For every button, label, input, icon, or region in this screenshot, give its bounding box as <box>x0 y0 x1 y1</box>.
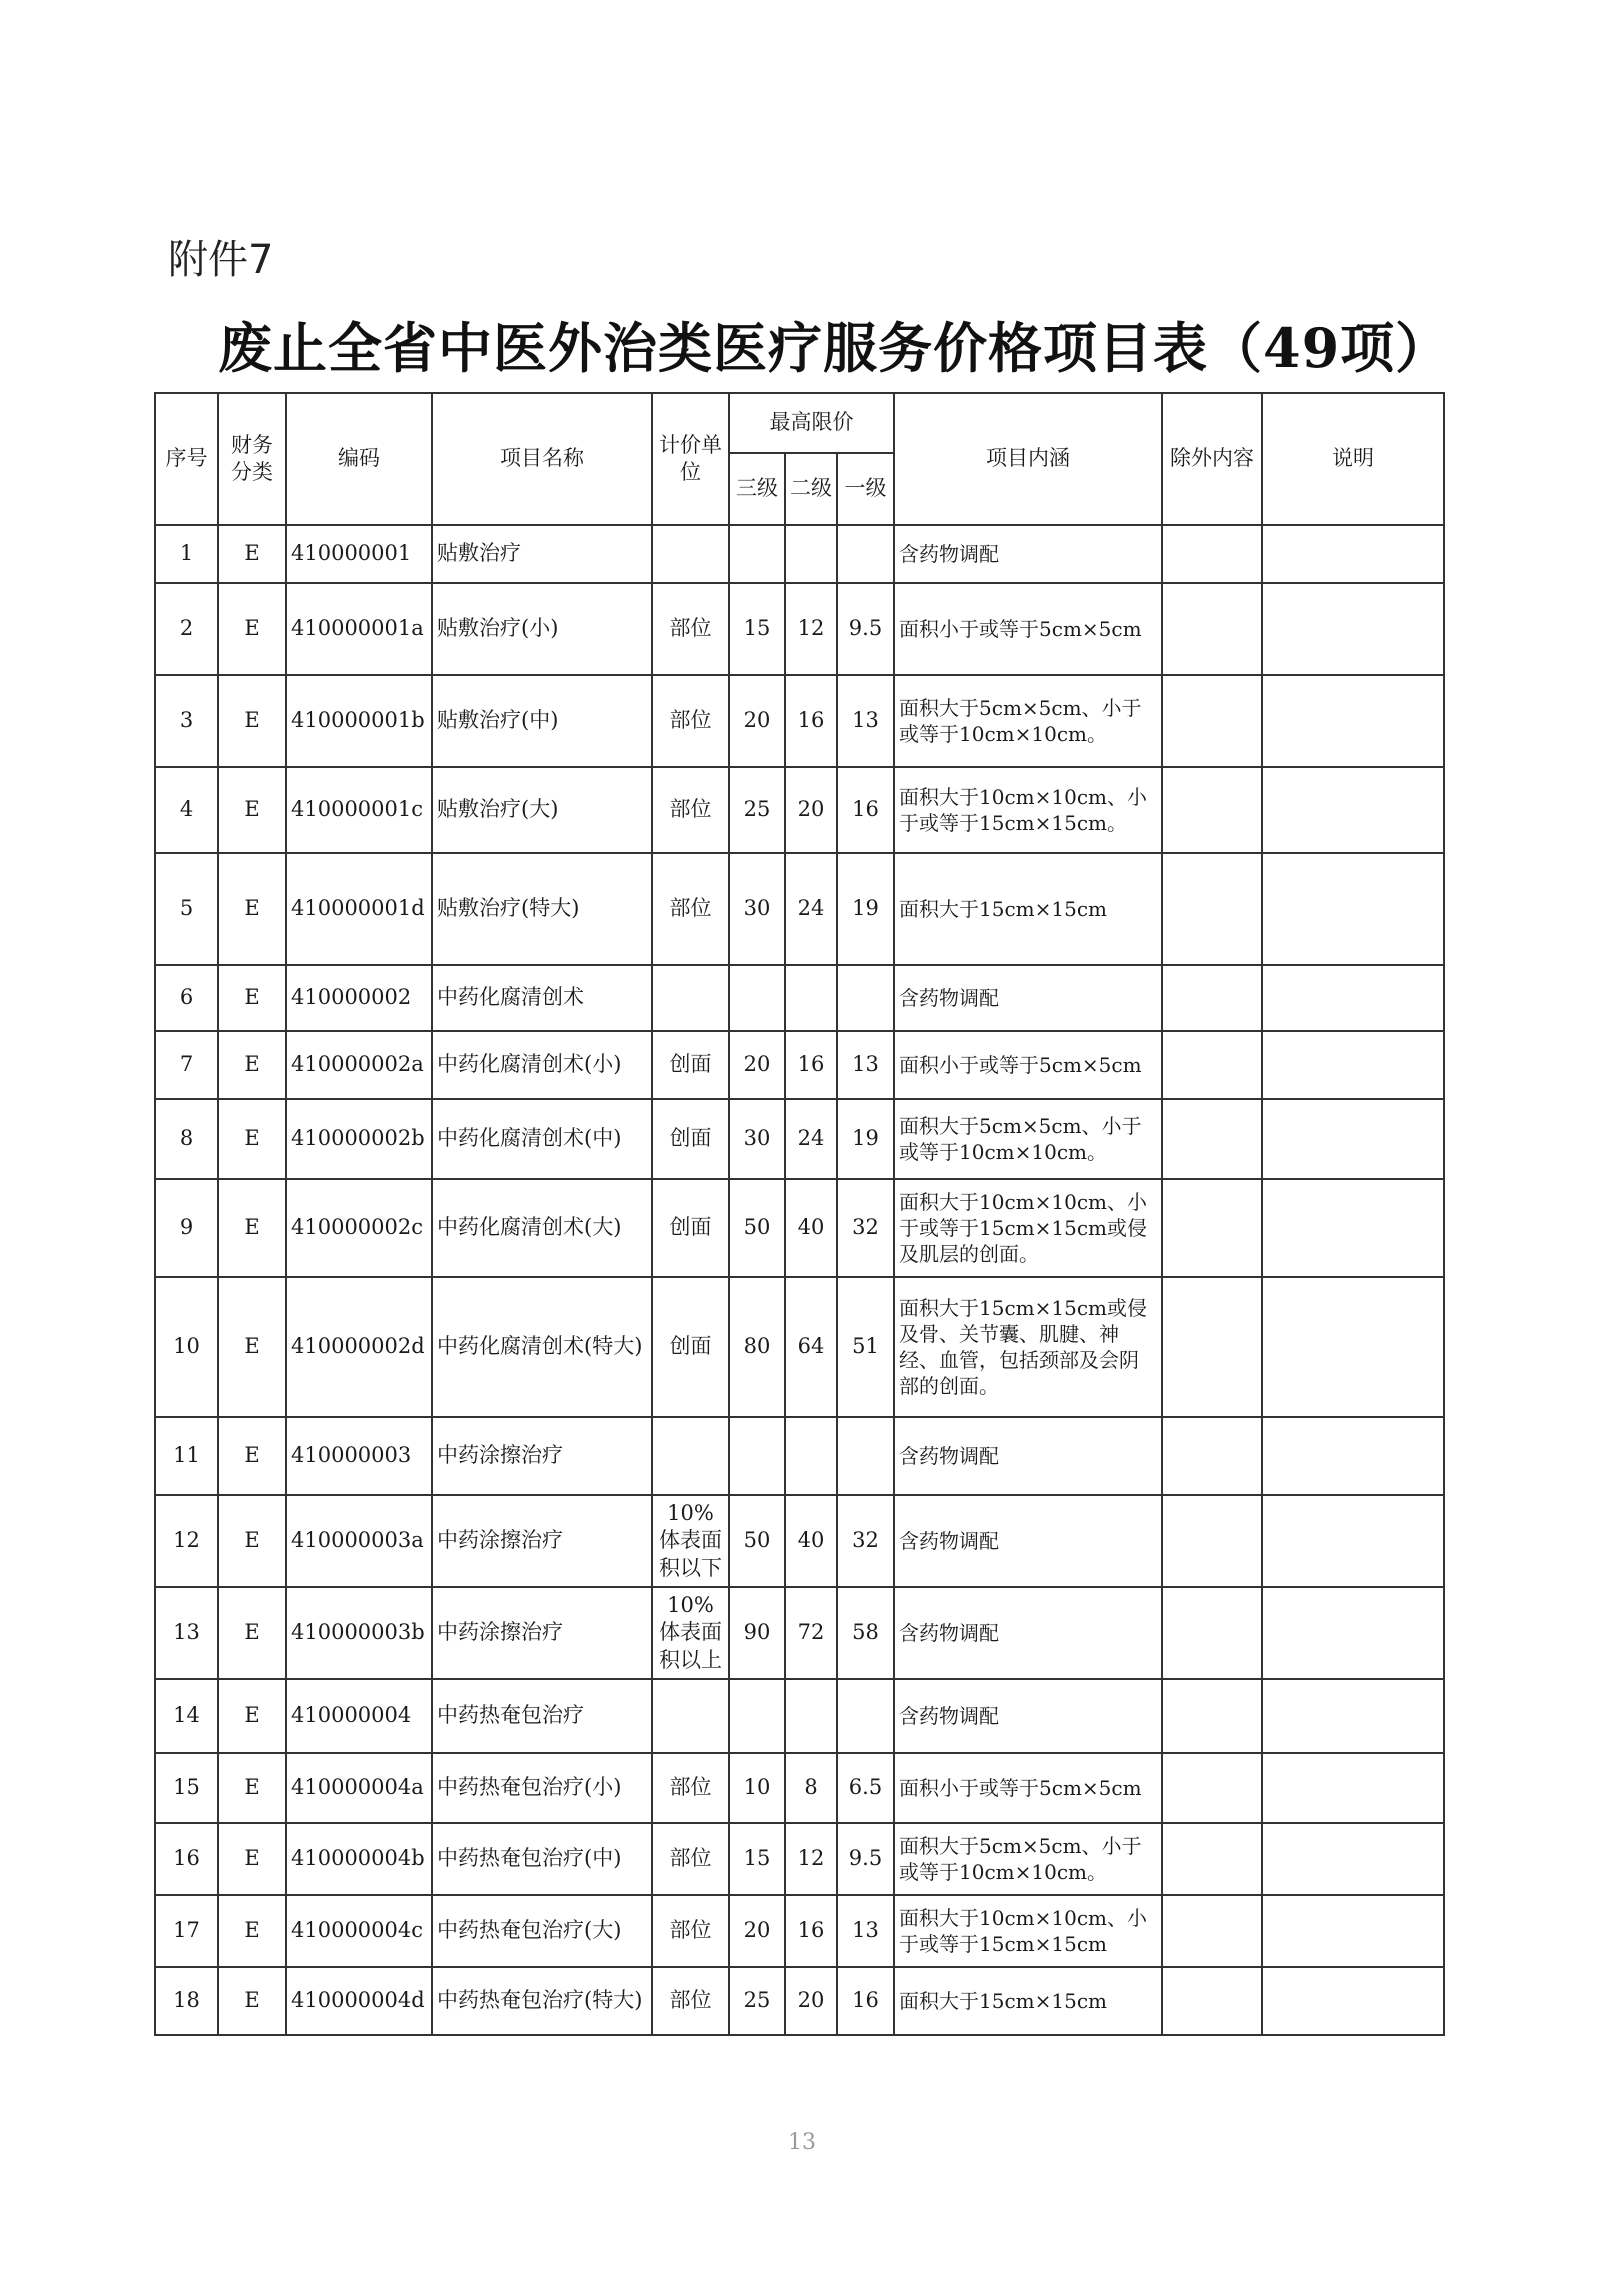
row-unit <box>652 1417 729 1495</box>
row-exclusions <box>1162 1895 1262 1967</box>
row-exclusions <box>1162 583 1262 675</box>
row-seq: 15 <box>155 1753 218 1823</box>
row-price-level3: 25 <box>729 1967 785 2035</box>
row-finance-category: E <box>218 583 286 675</box>
row-price-level2: 64 <box>785 1277 837 1417</box>
row-unit: 创面 <box>652 1099 729 1179</box>
row-content: 含药物调配 <box>894 1417 1162 1495</box>
row-notes <box>1262 767 1444 853</box>
row-content: 面积大于10cm×10cm、小于或等于15cm×15cm。 <box>894 767 1162 853</box>
row-code: 410000004d <box>286 1967 432 2035</box>
row-content: 含药物调配 <box>894 1679 1162 1753</box>
row-price-level1: 32 <box>837 1179 894 1277</box>
row-content: 面积大于10cm×10cm、小于或等于15cm×15cm或侵及肌层的创面。 <box>894 1179 1162 1277</box>
row-finance-category: E <box>218 525 286 583</box>
row-item-name: 中药化腐清创术(大) <box>432 1179 652 1277</box>
row-item-name: 中药涂擦治疗 <box>432 1587 652 1679</box>
header-content: 项目内涵 <box>894 393 1162 525</box>
row-code: 410000004b <box>286 1823 432 1895</box>
header-max-price: 最高限价 <box>729 393 894 453</box>
row-code: 410000001d <box>286 853 432 965</box>
row-price-level3: 30 <box>729 1099 785 1179</box>
row-content: 面积大于15cm×15cm <box>894 1967 1162 2035</box>
row-exclusions <box>1162 1753 1262 1823</box>
row-item-name: 贴敷治疗 <box>432 525 652 583</box>
row-price-level3 <box>729 1679 785 1753</box>
row-price-level1: 16 <box>837 767 894 853</box>
row-finance-category: E <box>218 1823 286 1895</box>
table-row <box>155 1587 1444 1679</box>
row-exclusions <box>1162 853 1262 965</box>
header-code: 编码 <box>286 393 432 525</box>
row-content: 含药物调配 <box>894 965 1162 1031</box>
row-unit <box>652 965 729 1031</box>
row-price-level3: 15 <box>729 1823 785 1895</box>
row-price-level2: 20 <box>785 767 837 853</box>
row-price-level3 <box>729 965 785 1031</box>
row-unit: 部位 <box>652 853 729 965</box>
row-price-level3: 20 <box>729 675 785 767</box>
row-item-name: 中药化腐清创术(中) <box>432 1099 652 1179</box>
row-finance-category: E <box>218 1417 286 1495</box>
row-content: 含药物调配 <box>894 525 1162 583</box>
row-price-level1: 9.5 <box>837 1823 894 1895</box>
row-notes <box>1262 1495 1444 1587</box>
row-exclusions <box>1162 1277 1262 1417</box>
row-notes <box>1262 525 1444 583</box>
row-price-level2: 12 <box>785 1823 837 1895</box>
row-finance-category: E <box>218 1099 286 1179</box>
row-content: 面积小于或等于5cm×5cm <box>894 583 1162 675</box>
row-price-level2: 40 <box>785 1179 837 1277</box>
row-price-level1: 19 <box>837 1099 894 1179</box>
table-row <box>155 1277 1444 1417</box>
row-price-level3: 80 <box>729 1277 785 1417</box>
row-price-level3: 25 <box>729 767 785 853</box>
table-row <box>155 1179 1444 1277</box>
row-price-level2: 8 <box>785 1753 837 1823</box>
row-notes <box>1262 1823 1444 1895</box>
header-finance-category: 财务分类 <box>218 393 286 525</box>
row-item-name: 贴敷治疗(小) <box>432 583 652 675</box>
table-row <box>155 1823 1444 1895</box>
row-unit: 创面 <box>652 1179 729 1277</box>
row-price-level1 <box>837 1679 894 1753</box>
row-content: 面积大于5cm×5cm、小于或等于10cm×10cm。 <box>894 1099 1162 1179</box>
row-seq: 2 <box>155 583 218 675</box>
row-price-level1: 51 <box>837 1277 894 1417</box>
row-price-level3: 10 <box>729 1753 785 1823</box>
table-row <box>155 1895 1444 1967</box>
row-code: 410000001b <box>286 675 432 767</box>
row-seq: 3 <box>155 675 218 767</box>
row-price-level2 <box>785 1679 837 1753</box>
table-row <box>155 1099 1444 1179</box>
row-price-level2: 12 <box>785 583 837 675</box>
row-unit <box>652 1679 729 1753</box>
row-price-level1: 19 <box>837 853 894 965</box>
row-code: 410000002b <box>286 1099 432 1179</box>
row-notes <box>1262 1587 1444 1679</box>
row-notes <box>1262 1967 1444 2035</box>
row-content: 面积大于10cm×10cm、小于或等于15cm×15cm <box>894 1895 1162 1967</box>
row-code: 410000004c <box>286 1895 432 1967</box>
table-row <box>155 675 1444 767</box>
row-exclusions <box>1162 965 1262 1031</box>
row-seq: 9 <box>155 1179 218 1277</box>
header-notes: 说明 <box>1262 393 1444 525</box>
row-finance-category: E <box>218 853 286 965</box>
row-seq: 10 <box>155 1277 218 1417</box>
row-finance-category: E <box>218 1967 286 2035</box>
table-row <box>155 1753 1444 1823</box>
row-price-level3: 30 <box>729 853 785 965</box>
row-finance-category: E <box>218 1753 286 1823</box>
row-finance-category: E <box>218 1495 286 1587</box>
row-seq: 5 <box>155 853 218 965</box>
row-seq: 8 <box>155 1099 218 1179</box>
row-code: 410000003 <box>286 1417 432 1495</box>
row-unit: 部位 <box>652 675 729 767</box>
row-seq: 12 <box>155 1495 218 1587</box>
row-notes <box>1262 1895 1444 1967</box>
row-price-level2: 16 <box>785 1031 837 1099</box>
row-price-level2: 16 <box>785 1895 837 1967</box>
row-exclusions <box>1162 525 1262 583</box>
row-item-name: 中药涂擦治疗 <box>432 1495 652 1587</box>
row-content: 面积大于5cm×5cm、小于或等于10cm×10cm。 <box>894 1823 1162 1895</box>
header-level2: 二级 <box>785 453 837 525</box>
row-seq: 1 <box>155 525 218 583</box>
row-code: 410000002a <box>286 1031 432 1099</box>
row-seq: 18 <box>155 1967 218 2035</box>
row-finance-category: E <box>218 1895 286 1967</box>
row-unit: 部位 <box>652 767 729 853</box>
row-unit: 部位 <box>652 1895 729 1967</box>
row-content: 面积大于5cm×5cm、小于或等于10cm×10cm。 <box>894 675 1162 767</box>
row-unit: 10%体表面积以下 <box>652 1495 729 1587</box>
row-notes <box>1262 1753 1444 1823</box>
row-exclusions <box>1162 1823 1262 1895</box>
row-exclusions <box>1162 1587 1262 1679</box>
row-exclusions <box>1162 767 1262 853</box>
row-item-name: 贴敷治疗(特大) <box>432 853 652 965</box>
row-code: 410000001a <box>286 583 432 675</box>
row-unit: 部位 <box>652 583 729 675</box>
row-notes <box>1262 853 1444 965</box>
row-code: 410000003b <box>286 1587 432 1679</box>
row-content: 面积大于15cm×15cm <box>894 853 1162 965</box>
row-content: 面积大于15cm×15cm或侵及骨、关节囊、肌腱、神经、血管，包括颈部及会阴部的创面。 <box>894 1277 1162 1417</box>
row-finance-category: E <box>218 1031 286 1099</box>
row-price-level3 <box>729 1417 785 1495</box>
row-content: 面积小于或等于5cm×5cm <box>894 1031 1162 1099</box>
table-row <box>155 965 1444 1031</box>
price-table <box>154 392 1445 2036</box>
row-price-level2 <box>785 525 837 583</box>
row-finance-category: E <box>218 1179 286 1277</box>
row-price-level1: 13 <box>837 1895 894 1967</box>
row-price-level1: 13 <box>837 675 894 767</box>
row-finance-category: E <box>218 675 286 767</box>
row-price-level3: 50 <box>729 1495 785 1587</box>
row-code: 410000002d <box>286 1277 432 1417</box>
header-exclusions: 除外内容 <box>1162 393 1262 525</box>
row-notes <box>1262 965 1444 1031</box>
row-item-name: 中药热奄包治疗 <box>432 1679 652 1753</box>
row-unit: 创面 <box>652 1277 729 1417</box>
row-code: 410000004a <box>286 1753 432 1823</box>
row-price-level3: 15 <box>729 583 785 675</box>
row-exclusions <box>1162 1967 1262 2035</box>
row-price-level3: 20 <box>729 1895 785 1967</box>
row-code: 410000001 <box>286 525 432 583</box>
row-notes <box>1262 1031 1444 1099</box>
row-code: 410000001c <box>286 767 432 853</box>
header-item-name: 项目名称 <box>432 393 652 525</box>
row-unit: 部位 <box>652 1823 729 1895</box>
row-seq: 11 <box>155 1417 218 1495</box>
row-price-level2: 72 <box>785 1587 837 1679</box>
row-price-level1: 6.5 <box>837 1753 894 1823</box>
row-price-level3: 50 <box>729 1179 785 1277</box>
row-price-level1: 32 <box>837 1495 894 1587</box>
row-notes <box>1262 675 1444 767</box>
table-row <box>155 767 1444 853</box>
row-notes <box>1262 583 1444 675</box>
row-exclusions <box>1162 1495 1262 1587</box>
row-seq: 17 <box>155 1895 218 1967</box>
row-exclusions <box>1162 1679 1262 1753</box>
row-seq: 6 <box>155 965 218 1031</box>
table-row <box>155 1495 1444 1587</box>
header-level1: 一级 <box>837 453 894 525</box>
row-item-name: 贴敷治疗(大) <box>432 767 652 853</box>
row-code: 410000003a <box>286 1495 432 1587</box>
table-row <box>155 525 1444 583</box>
row-content: 面积小于或等于5cm×5cm <box>894 1753 1162 1823</box>
row-code: 410000004 <box>286 1679 432 1753</box>
row-item-name: 中药热奄包治疗(小) <box>432 1753 652 1823</box>
row-price-level2: 24 <box>785 1099 837 1179</box>
row-price-level1: 13 <box>837 1031 894 1099</box>
row-seq: 4 <box>155 767 218 853</box>
row-exclusions <box>1162 1179 1262 1277</box>
row-price-level2 <box>785 1417 837 1495</box>
row-seq: 16 <box>155 1823 218 1895</box>
row-price-level2: 20 <box>785 1967 837 2035</box>
row-content: 含药物调配 <box>894 1495 1162 1587</box>
row-unit: 部位 <box>652 1753 729 1823</box>
table-row <box>155 1679 1444 1753</box>
row-price-level1 <box>837 525 894 583</box>
row-price-level2: 16 <box>785 675 837 767</box>
row-content: 含药物调配 <box>894 1587 1162 1679</box>
table-row <box>155 583 1444 675</box>
row-exclusions <box>1162 1417 1262 1495</box>
row-finance-category: E <box>218 1277 286 1417</box>
table-row <box>155 1031 1444 1099</box>
row-price-level1 <box>837 965 894 1031</box>
row-notes <box>1262 1179 1444 1277</box>
row-item-name: 中药热奄包治疗(中) <box>432 1823 652 1895</box>
table-row <box>155 1417 1444 1495</box>
header-seq: 序号 <box>155 393 218 525</box>
row-price-level2: 40 <box>785 1495 837 1587</box>
table-row <box>155 1967 1444 2035</box>
row-price-level1: 58 <box>837 1587 894 1679</box>
row-item-name: 中药热奄包治疗(特大) <box>432 1967 652 2035</box>
row-finance-category: E <box>218 1587 286 1679</box>
row-seq: 14 <box>155 1679 218 1753</box>
page-number: 13 <box>788 2130 816 2155</box>
row-unit: 部位 <box>652 1967 729 2035</box>
page-title: 废止全省中医外治类医疗服务价格项目表（49项） <box>218 316 1451 380</box>
row-notes <box>1262 1417 1444 1495</box>
header-unit: 计价单位 <box>652 393 729 525</box>
row-price-level2 <box>785 965 837 1031</box>
row-item-name: 中药化腐清创术 <box>432 965 652 1031</box>
table-row <box>155 853 1444 965</box>
row-price-level1: 16 <box>837 1967 894 2035</box>
row-price-level3: 20 <box>729 1031 785 1099</box>
row-unit: 10%体表面积以上 <box>652 1587 729 1679</box>
header-level3: 三级 <box>729 453 785 525</box>
row-finance-category: E <box>218 965 286 1031</box>
row-code: 410000002c <box>286 1179 432 1277</box>
row-item-name: 贴敷治疗(中) <box>432 675 652 767</box>
row-price-level2: 24 <box>785 853 837 965</box>
row-price-level3: 90 <box>729 1587 785 1679</box>
row-notes <box>1262 1679 1444 1753</box>
row-code: 410000002 <box>286 965 432 1031</box>
row-finance-category: E <box>218 767 286 853</box>
row-finance-category: E <box>218 1679 286 1753</box>
row-exclusions <box>1162 1099 1262 1179</box>
row-unit <box>652 525 729 583</box>
row-item-name: 中药涂擦治疗 <box>432 1417 652 1495</box>
row-exclusions <box>1162 1031 1262 1099</box>
row-notes <box>1262 1277 1444 1417</box>
row-price-level1 <box>837 1417 894 1495</box>
row-seq: 7 <box>155 1031 218 1099</box>
row-item-name: 中药热奄包治疗(大) <box>432 1895 652 1967</box>
row-item-name: 中药化腐清创术(小) <box>432 1031 652 1099</box>
row-unit: 创面 <box>652 1031 729 1099</box>
row-notes <box>1262 1099 1444 1179</box>
row-item-name: 中药化腐清创术(特大) <box>432 1277 652 1417</box>
attachment-label: 附件7 <box>168 237 274 283</box>
row-price-level1: 9.5 <box>837 583 894 675</box>
row-seq: 13 <box>155 1587 218 1679</box>
row-exclusions <box>1162 675 1262 767</box>
row-price-level3 <box>729 525 785 583</box>
